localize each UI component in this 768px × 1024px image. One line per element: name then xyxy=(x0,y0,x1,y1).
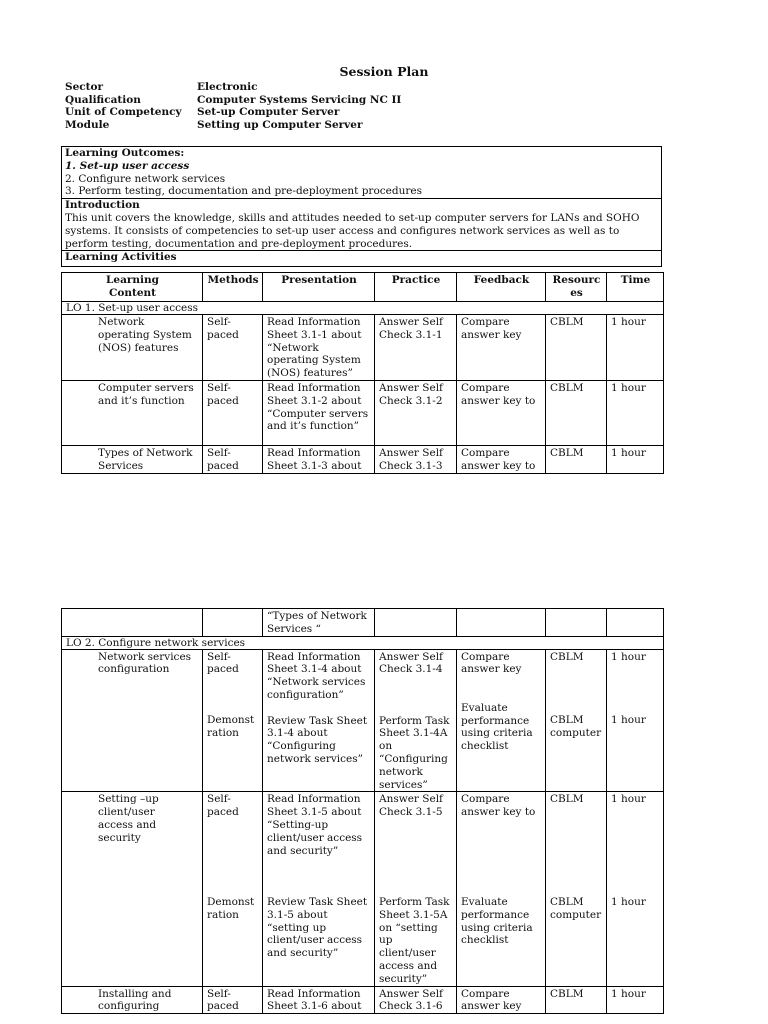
table-row xyxy=(62,380,664,445)
cell-line: using criteria xyxy=(461,727,533,740)
table-header-row xyxy=(62,273,664,302)
cell-line: Self- xyxy=(207,650,231,663)
cell-line: CBLM xyxy=(550,714,584,727)
presentation-cell xyxy=(263,445,375,473)
presentation-cell xyxy=(263,649,375,792)
cell-line: on xyxy=(379,740,393,753)
cell-line: Answer Self xyxy=(379,793,443,806)
cell-line: and it’s function” xyxy=(267,420,360,433)
cell-line: computer xyxy=(550,908,602,921)
meta-row-module xyxy=(65,119,401,132)
practice-cell xyxy=(375,649,457,792)
table-row xyxy=(62,315,664,381)
practice-cell xyxy=(375,445,457,473)
practice-cell xyxy=(375,315,457,381)
meta-label: Sector xyxy=(65,81,104,93)
cell-line: “Computer servers xyxy=(267,407,369,420)
cell-line: up xyxy=(379,934,393,947)
feedback-cell xyxy=(457,986,546,1014)
cell-line: paced xyxy=(207,394,239,407)
cell-line: Sheet 3.1-3 about xyxy=(267,459,362,472)
cell-line: configuring xyxy=(98,1000,160,1013)
lo-row xyxy=(62,302,664,315)
feedback-cell xyxy=(457,445,546,473)
learning-content-cell xyxy=(62,380,203,445)
cell-line: Read Information xyxy=(267,987,361,1000)
cell-line: Sheet 3.1-2 about xyxy=(267,394,362,407)
time-cell: 1 hour xyxy=(607,380,664,445)
meta-label: Unit of Competency xyxy=(65,106,182,119)
cell-line: Computer servers xyxy=(98,381,194,394)
meta-value: Electronic xyxy=(197,81,258,93)
cell-line: Check 3.1-1 xyxy=(379,328,443,341)
cell-line: on “setting xyxy=(379,921,438,934)
cell-line: “Setting-up xyxy=(267,818,329,831)
activities-table-2 xyxy=(61,608,664,1014)
meta-block xyxy=(65,81,401,131)
cell-line: 1 hour xyxy=(611,650,646,663)
cell-line: Types of Network xyxy=(98,446,193,459)
cell-line: ration xyxy=(207,726,239,739)
cell-line: Network services xyxy=(98,650,192,663)
cell-line: access and xyxy=(379,959,438,972)
cell-line: Compare xyxy=(461,650,510,663)
cell-line: Read Information xyxy=(267,446,361,459)
practice-cell xyxy=(375,609,457,637)
cell-line: network services” xyxy=(267,752,363,765)
cell-line: answer key xyxy=(461,328,522,341)
cell-line: client/user xyxy=(379,947,436,960)
resources-cell: CBLM xyxy=(546,986,607,1014)
cell-line: using criteria xyxy=(461,921,533,934)
cell-line: Read Information xyxy=(267,381,361,394)
learning-content-cell xyxy=(62,792,203,986)
cell-line: answer key to xyxy=(461,459,536,472)
cell-line: Installing and xyxy=(98,987,172,1000)
cell-line: CBLM xyxy=(550,895,584,908)
meta-label: Module xyxy=(65,118,110,131)
learning-content-cell xyxy=(62,609,203,637)
resources-cell: CBLM xyxy=(546,315,607,381)
feedback-cell xyxy=(457,649,546,792)
feedback-cell xyxy=(457,609,546,637)
cell-line: Perform Task xyxy=(379,895,450,908)
cell-line: Self- xyxy=(207,793,231,806)
table-row xyxy=(62,445,664,473)
lo2-label: LO 2. Configure network services xyxy=(62,636,664,649)
cell-line: performance xyxy=(461,714,530,727)
column-header-resources xyxy=(546,273,607,302)
cell-line: Evaluate xyxy=(461,895,508,908)
cell-line: Demonst xyxy=(207,895,255,908)
time-cell xyxy=(607,609,664,637)
column-header-practice: Practice xyxy=(375,273,457,302)
cell-line: Check 3.1-2 xyxy=(379,394,443,407)
cell-line: Review Task Sheet xyxy=(267,714,368,727)
cell-line: Sheet 3.1-4A xyxy=(379,727,448,740)
cell-line: access and xyxy=(98,818,157,831)
cell-line: configuration xyxy=(98,663,170,676)
column-header-time: Time xyxy=(607,273,664,302)
presentation-cell xyxy=(263,792,375,986)
table-row xyxy=(62,649,664,792)
cell-line: Answer Self xyxy=(379,650,443,663)
introduction-line: This unit covers the knowledge, skills and attitudes needed to set-up computer servers for LANs and SOHO xyxy=(65,211,640,224)
introduction-heading: Introduction xyxy=(65,199,140,212)
cell-line: es xyxy=(570,286,583,299)
learning-outcomes-section xyxy=(62,147,661,199)
cell-line: Answer Self xyxy=(379,987,443,1000)
cell-line: Read Information xyxy=(267,316,361,328)
cell-line: ration xyxy=(207,908,239,921)
resources-cell xyxy=(546,792,607,986)
cell-line: Sheet 3.1-4 about xyxy=(267,663,362,676)
cell-line: “Types of Network xyxy=(267,610,367,622)
cell-line: Answer Self xyxy=(379,316,443,328)
method-cell xyxy=(203,792,263,986)
cell-line: paced xyxy=(207,1000,239,1013)
cell-line: Setting –up xyxy=(98,793,159,806)
practice-cell xyxy=(375,986,457,1014)
cell-line: services” xyxy=(379,778,428,791)
cell-line: Services xyxy=(98,459,144,472)
meta-value: Setting up Computer Server xyxy=(197,118,363,131)
cell-line: Check 3.1-4 xyxy=(379,663,443,676)
time-cell xyxy=(607,649,664,792)
learning-outcomes-heading: Learning Outcomes: xyxy=(65,147,185,159)
cell-line: checklist xyxy=(461,934,509,947)
feedback-cell xyxy=(457,315,546,381)
presentation-cell xyxy=(263,609,375,637)
cell-line: CBLM xyxy=(550,793,584,806)
presentation-cell xyxy=(263,380,375,445)
presentation-cell xyxy=(263,986,375,1014)
cell-line: Read Information xyxy=(267,650,361,663)
cell-line: answer key xyxy=(461,1000,522,1013)
cell-line: “Network xyxy=(267,341,319,354)
cell-line: Sheet 3.1-1 about xyxy=(267,328,362,341)
cell-line: Compare xyxy=(461,446,510,459)
activities-table-1 xyxy=(61,272,664,474)
cell-line: 1 hour xyxy=(611,793,646,806)
cell-line: security” xyxy=(379,972,428,985)
outcome-item: 2. Configure network services xyxy=(65,172,226,185)
cell-line: operating System xyxy=(98,328,192,341)
table-row xyxy=(62,986,664,1014)
practice-cell xyxy=(375,380,457,445)
cell-line: and security” xyxy=(267,844,339,857)
lo1-label: LO 1. Set-up user access xyxy=(62,302,664,315)
meta-row-unit xyxy=(65,106,401,119)
cell-line: Self- xyxy=(207,446,231,459)
outcome-item: 3. Perform testing, documentation and pre-deployment procedures xyxy=(65,185,422,198)
learning-content-cell xyxy=(62,315,203,381)
cell-line: Evaluate xyxy=(461,701,508,714)
meta-label: Qualification xyxy=(65,93,141,106)
cell-line: Sheet 3.1-6 about xyxy=(267,1000,362,1013)
cell-line: Self- xyxy=(207,316,231,328)
outcome-item: 1. Set-up user access xyxy=(65,159,190,172)
cell-line: answer key to xyxy=(461,806,536,819)
cell-line: Resourc xyxy=(552,274,601,286)
cell-line: Self- xyxy=(207,987,231,1000)
cell-line: Review Task Sheet xyxy=(267,895,368,908)
cell-line: Sheet 3.1-5A xyxy=(379,908,448,921)
cell-line: Compare xyxy=(461,381,510,394)
learning-content-cell xyxy=(62,445,203,473)
learning-content-cell xyxy=(62,986,203,1014)
cell-line: (NOS) features xyxy=(98,341,179,354)
cell-line: configuration” xyxy=(267,688,344,701)
cell-line: “Network services xyxy=(267,676,366,689)
time-cell xyxy=(607,792,664,986)
cell-line: Perform Task xyxy=(379,714,450,727)
cell-line: Services “ xyxy=(267,622,321,635)
time-cell: 1 hour xyxy=(607,986,664,1014)
resources-cell xyxy=(546,609,607,637)
feedback-cell xyxy=(457,380,546,445)
cell-line: performance xyxy=(461,908,530,921)
lo-row xyxy=(62,636,664,649)
cell-line: 3.1-4 about xyxy=(267,727,328,740)
cell-line: and it’s function xyxy=(98,394,185,407)
cell-line: operating System xyxy=(267,354,361,367)
cell-line: and security” xyxy=(267,947,339,960)
cell-line: Demonst xyxy=(207,714,255,727)
cell-line: Answer Self xyxy=(379,381,443,394)
activities-heading-section xyxy=(62,251,661,266)
learning-activities-heading: Learning Activities xyxy=(65,251,177,264)
table-row xyxy=(62,792,664,986)
method-cell xyxy=(203,445,263,473)
cell-line: paced xyxy=(207,459,239,472)
cell-line: client/user xyxy=(98,806,155,819)
cell-line: 3.1-5 about xyxy=(267,908,328,921)
cell-line: checklist xyxy=(461,740,509,753)
cell-line: Check 3.1-3 xyxy=(379,459,443,472)
resources-cell: CBLM xyxy=(546,380,607,445)
meta-value: Computer Systems Servicing NC II xyxy=(197,93,402,106)
presentation-cell xyxy=(263,315,375,381)
cell-line: Read Information xyxy=(267,793,361,806)
resources-cell: CBLM xyxy=(546,445,607,473)
cell-line: paced xyxy=(207,663,239,676)
cell-line: client/user access xyxy=(267,831,363,844)
cell-line: CBLM xyxy=(550,650,584,663)
cell-line: Content xyxy=(108,286,156,299)
cell-line: “setting up xyxy=(267,921,327,934)
cell-line: Learning xyxy=(106,274,159,286)
cell-line: paced xyxy=(207,806,239,819)
time-cell: 1 hour xyxy=(607,445,664,473)
cell-line: security xyxy=(98,831,141,844)
cell-line: Answer Self xyxy=(379,446,443,459)
method-cell xyxy=(203,986,263,1014)
cell-line: paced xyxy=(207,328,239,341)
cell-line: Check 3.1-6 xyxy=(379,1000,443,1013)
cell-line: client/user access xyxy=(267,934,363,947)
resources-cell xyxy=(546,649,607,792)
time-cell: 1 hour xyxy=(607,315,664,381)
introduction-section xyxy=(62,199,661,251)
method-cell xyxy=(203,649,263,792)
practice-cell xyxy=(375,792,457,986)
meta-value: Set-up Computer Server xyxy=(197,106,340,119)
cell-line: 1 hour xyxy=(611,714,646,727)
method-cell xyxy=(203,315,263,381)
cell-line: (NOS) features” xyxy=(267,367,353,380)
column-header-presentation: Presentation xyxy=(263,273,375,302)
introduction-line: systems. It consists of competencies to set-up user access and configures network services as well as to xyxy=(65,224,620,237)
method-cell xyxy=(203,380,263,445)
introduction-line: perform testing, documentation and pre-deployment procedures. xyxy=(65,237,413,250)
column-header-methods: Methods xyxy=(203,273,263,302)
outcomes-box xyxy=(61,146,662,267)
cell-line: Compare xyxy=(461,316,510,328)
column-header-content xyxy=(62,273,203,302)
method-cell xyxy=(203,609,263,637)
page-title: Session Plan xyxy=(339,64,429,79)
cell-line: answer key xyxy=(461,663,522,676)
cell-line: answer key to xyxy=(461,394,536,407)
cell-line: Compare xyxy=(461,793,510,806)
learning-content-cell xyxy=(62,649,203,792)
cell-line: 1 hour xyxy=(611,895,646,908)
cell-line: Network xyxy=(98,316,145,328)
meta-row-sector xyxy=(65,81,401,94)
meta-row-qualification xyxy=(65,94,401,107)
cell-line: computer xyxy=(550,727,602,740)
cell-line: network xyxy=(379,765,423,778)
cell-line: Self- xyxy=(207,381,231,394)
column-header-feedback: Feedback xyxy=(457,273,546,302)
cell-line: “Configuring xyxy=(379,752,448,765)
feedback-cell xyxy=(457,792,546,986)
cell-line: “Configuring xyxy=(267,740,336,753)
cell-line: Sheet 3.1-5 about xyxy=(267,806,362,819)
cell-line: Compare xyxy=(461,987,510,1000)
cell-line: Check 3.1-5 xyxy=(379,806,443,819)
table-row xyxy=(62,609,664,637)
